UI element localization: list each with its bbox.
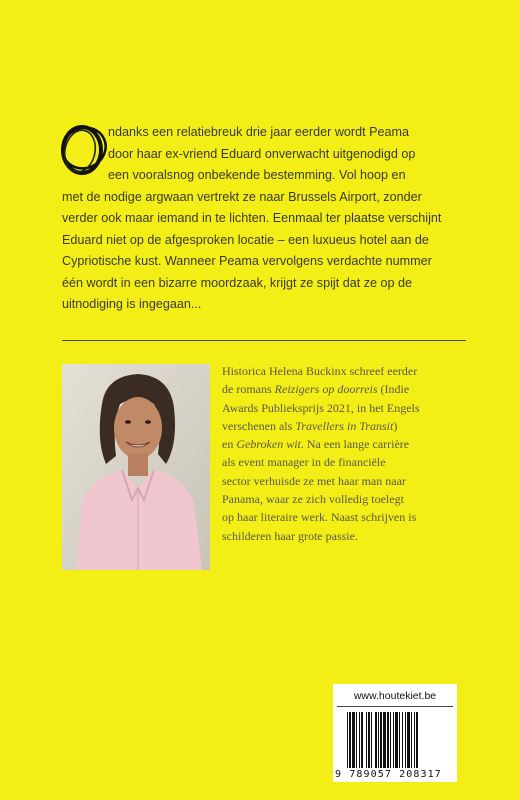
author-photo	[62, 364, 210, 570]
publisher-url: www.houtekiet.be	[353, 690, 437, 702]
blurb-line: met de nodige argwaan vertrekt ze naar Brussels Airport, zonder	[62, 189, 422, 204]
blurb-line: een vooralsnog onbekende bestemming. Vol hoop en	[108, 168, 406, 182]
barcode-icon	[347, 712, 451, 768]
bio-line: schilderen haar grote passie.	[222, 528, 358, 543]
bio-line: als event manager in de financiële	[222, 455, 386, 470]
blurb-line: één wordt in een bizarre moordzaak, krijgt ze spijt dat ze op de	[62, 275, 413, 290]
bio-line: de romans Reizigers op doorreis (Indie	[222, 382, 410, 397]
blurb-text	[62, 122, 466, 316]
bio-line: verschenen als Travellers in Transit)	[222, 418, 398, 433]
author-bio	[222, 362, 472, 545]
bio-line: en Gebroken wit. Na een lange carrière	[222, 437, 410, 452]
bio-line: Panama, waar ze zich volledig toelegt	[222, 492, 404, 507]
book-title: Reizigers op doorreis	[274, 382, 378, 397]
barcode-label	[333, 684, 457, 782]
blurb-line: Eduard niet op de afgesproken locatie – een luxueus hotel aan de	[62, 232, 429, 247]
bio-line: op haar literaire werk. Naast schrijven is	[222, 510, 417, 525]
book-title: Travellers in Transit	[295, 418, 394, 433]
bio-line: sector verhuisde ze met haar man naar	[222, 473, 406, 488]
blurb-line: Cypriotische kust. Wanneer Peama vervolgens verdachte nummer	[62, 254, 432, 268]
isbn-number: 9 789057 208317	[335, 769, 442, 780]
blurb-line: uitnodiging is ingegaan...	[62, 297, 202, 311]
blurb-line: ndanks een relatiebreuk drie jaar eerder wordt Peama	[108, 125, 410, 139]
bio-line: Awards Publieksprijs 2021, in het Engels	[222, 400, 420, 415]
blurb-line: verder ook maar iemand in te lichten. Eenmaal ter plaatse verschijnt	[62, 211, 442, 225]
bio-line: Historica Helena Buckinx schreef eerder	[222, 364, 418, 378]
divider	[62, 340, 466, 341]
book-title: Gebroken wit	[236, 437, 301, 452]
barcode-rule	[337, 706, 453, 707]
blurb-line: door haar ex-vriend Eduard onverwacht uitgenodigd op	[108, 146, 416, 161]
